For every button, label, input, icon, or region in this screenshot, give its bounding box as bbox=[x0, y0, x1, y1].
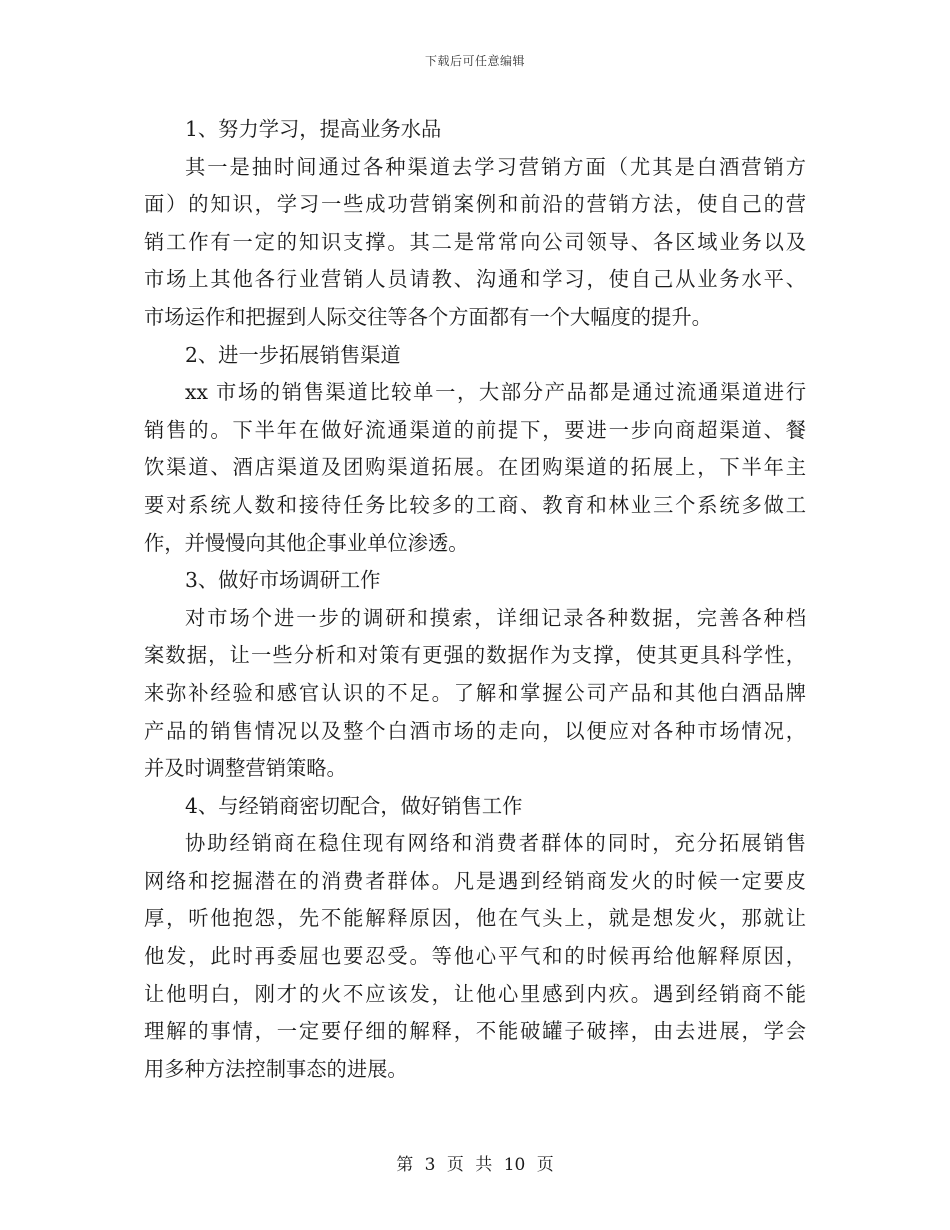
paragraph-line: 理解的事情，一定要仔细的解释，不能破罐子破摔，由去进展，学会 bbox=[144, 1019, 806, 1044]
document-body bbox=[144, 111, 806, 1088]
paragraph-line: 协助经销商在稳住现有网络和消费者群体的同时，充分拓展销售 bbox=[185, 831, 806, 856]
paragraph-line: 网络和挖掘潜在的消费者群体。凡是遇到经销商发火的时候一定要皮 bbox=[144, 868, 806, 893]
paragraph-line: 饮渠道、酒店渠道及团购渠道拓展。在团购渠道的拓展上，下半年主 bbox=[144, 455, 806, 480]
header-note: 下载后可任意编辑 bbox=[424, 54, 525, 68]
section-heading: 2、进一步拓展销售渠道 bbox=[185, 342, 401, 367]
paragraph-line: 其一是抽时间通过各种渠道去学习营销方面（尤其是白酒营销方 bbox=[185, 154, 806, 179]
paragraph-line: 产品的销售情况以及整个白酒市场的走向，以便应对各种市场情况， bbox=[144, 718, 806, 743]
paragraph-line: 市场运作和把握到人际交往等各个方面都有一个大幅度的提升。 bbox=[144, 304, 712, 329]
paragraph-line: 厚，听他抱怨，先不能解释原因，他在气头上，就是想发火，那就让 bbox=[144, 906, 806, 931]
paragraph-line: 销工作有一定的知识支撑。其二是常常向公司领导、各区域业务以及 bbox=[144, 229, 806, 254]
paragraph-line: 销售的。下半年在做好流通渠道的前提下，要进一步向商超渠道、餐 bbox=[144, 417, 806, 442]
paragraph-line: 案数据，让一些分析和对策有更强的数据作为支撑，使其更具科学性， bbox=[144, 643, 806, 668]
section-heading: 4、与经销商密切配合，做好销售工作 bbox=[185, 793, 523, 818]
paragraph-line: 对市场个进一步的调研和摸索，详细记录各种数据，完善各种档 bbox=[185, 605, 806, 630]
paragraph-line: 并及时调整营销策略。 bbox=[144, 756, 347, 781]
paragraph-line: 来弥补经验和感官认识的不足。了解和掌握公司产品和其他白酒品牌 bbox=[144, 680, 806, 705]
paragraph-line: 面）的知识，学习一些成功营销案例和前沿的营销方法，使自己的营 bbox=[144, 192, 806, 217]
paragraph-line: 市场上其他各行业营销人员请教、沟通和学习，使自己从业务水平、 bbox=[144, 267, 806, 292]
paragraph-line: 用多种方法控制事态的进展。 bbox=[144, 1056, 408, 1081]
paragraph-line: xx 市场的销售渠道比较单一，大部分产品都是通过流通渠道进行 bbox=[185, 380, 806, 405]
section-heading: 3、做好市场调研工作 bbox=[185, 568, 381, 593]
paragraph-line: 让他明白，刚才的火不应该发，让他心里感到内疚。遇到经销商不能 bbox=[144, 981, 806, 1006]
paragraph-line: 他发，此时再委屈也要忍受。等他心平气和的时候再给他解释原因， bbox=[144, 944, 806, 969]
page-footer: 第 3 页 共 10 页 bbox=[396, 1155, 554, 1175]
section-heading: 1、努力学习，提高业务水品 bbox=[185, 117, 442, 141]
paragraph-line: 作，并慢慢向其他企事业单位渗透。 bbox=[144, 530, 469, 555]
paragraph-line: 要对系统人数和接待任务比较多的工商、教育和林业三个系统多做工 bbox=[144, 492, 806, 517]
